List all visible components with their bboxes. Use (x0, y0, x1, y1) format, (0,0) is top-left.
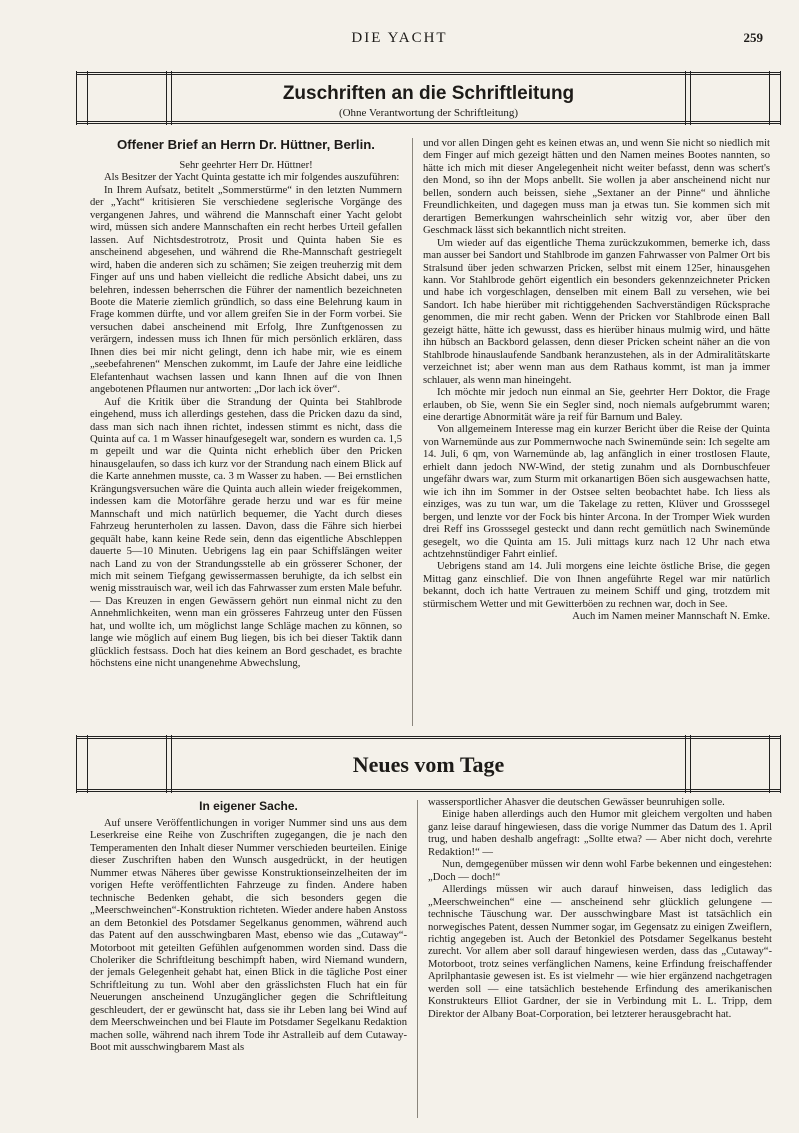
article-title: Offener Brief an Herrn Dr. Hüttner, Berlin. (117, 137, 375, 152)
article-column-right (423, 138, 770, 728)
section-subtitle: (Ohne Verantwortung der Schriftleitung) (338, 107, 519, 119)
paragraph: In Ihrem Aufsatz, betitelt „Sommerstürme“ in den letzten Nummern der „Yacht“ kritisieren Sie verschiedene seglerische Vorgänge des vergangenen Jahres, und während die Mannschaft einer Yacht gelobt wird, müssen sich andere Mannschaften ein recht herbes Urteil gefallen lassen. Auf Nichtsdestrotrotz, Prosit und Quinta haben Sie es anscheinend abgesehen, und während die Rhe-Mannschaft gestriegelt wird, haben die anderen sich zu schämen; Sie zeigen treuherzig mit dem Finger auf uns und haben vielleicht die redliche Absicht dabei, uns zu belehren, indessen beherrschen die Führer der namentlich bezeichneten Boote die Materie ziemlich gründlich, so dass eine Belehrung kaum in Frage kommen dürfte, und vor allem greifen Sie in der Form vorbei. Sie versuchen dabei anscheinend mit Erfolg, Ihre Zunftgenossen zu verärgern, indessen muss ich Ihnen für mich persönlich erklären, dass Ihnen dies bei mir nicht gelingt, denn ich habe mir, wie es einem „seebefahrenen“ Menschen zukommt, im Laufe der Jahre eine leidliche Elefantenhaut wachsen lassen und kann Ihnen auf die von Ihnen angebotenen Pflaumen nur antworten: „Dor lach ick över“. (90, 184, 402, 396)
section-title: Neues vom Tage (352, 752, 505, 777)
signature: Auch im Namen meiner Mannschaft N. Emke. (572, 611, 770, 623)
paragraph: Als Besitzer der Yacht Quinta gestatte ich mir folgendes auszuführen: (104, 172, 400, 184)
running-head (0, 30, 799, 50)
article-title: In eigener Sache. (199, 799, 298, 813)
article-column-right (428, 797, 772, 1118)
section-banner-news (76, 736, 781, 792)
paragraph: Ich möchte mir jedoch nun einmal an Sie, geehrter Herr Doktor, die Frage erlauben, ob Sie, wenn Sie ein Segler sind, noch niemals aufgebrummt waren; eine derartige Abnormität wäre ja reif für Barnum und Baley. (423, 387, 770, 423)
paragraph: und vor allen Dingen geht es keinen etwas an, und wenn Sie nicht so niedlich mit dem Finger auf mich gezeigt hätten und den Namen meines Bootes nannten, so hätte ich mich mit dieser Angelegenheit nicht weiter befasst, denn was schert's den Mond, so ihn der Mops anbellt. Sie wollen ja aber anscheinend nicht nur bellen, sondern auch beissen, siehe „Sextaner an der Pinne“ und ähnliche Freundlichkeiten, und dagegen muss man ja etwas tun. Sie kommen sich mit derartigen Bemerkungen wahrscheinlich sehr witzig vor, aber über den Geschmack lässt sich bekanntlich nicht streiten. (423, 138, 770, 237)
paragraph: Von allgemeinem Interesse mag ein kurzer Bericht über die Reise der Quinta von Warnemünde aus zur Pommernwoche nach Swinemünde sein: Ich segelte am 14. Juli, 6 qm, von Warnemünde ab, lag anfänglich in einer trostlosen Flaute, erhielt dann jedoch NW-Wind, der stetig zunahm und als Dornbuschfeuer ungefähr dwars war, zum Sturm mit orkanartigen Böen sich ausgewachsen hatte, wie ich ihn im Sommer in der Ostsee selten beobachtet habe. Ich liess als einziges, was zu tun war, um die Takelage zu retten, Klüver und Grosssegel bergen, und lenzte vor der Fock bis hinter Arcona. In der Tromper Wiek wurden drei Reff ins Grosssegel gesteckt und dann recht gemütlich nach Swinemünde gesegelt, wo die Quinta am 15. Juli mittags kurz nach 12 Uhr nach etwa achtzehnstündiger Fahrt einlief. (423, 424, 770, 560)
paragraph: Um wieder auf das eigentliche Thema zurückzukommen, bemerke ich, dass man ausser bei Sandort und Stahlbrode im ganzen Fahrwasser von Palmer Ort bis Stralsund über jeden schwarzen Pricken, selbst mit einem 125er, hinausgehen kann. Vor Stahlbrode gehört eigentlich ein besonders gekennzeichneter Pricken und habe ich vorgeschlagen, denselben mit einem Ball zu versehen, wie bei Sandort. Ich habe hierüber mit richtiggehenden Sachverständigen Rücksprache genommen, die mir recht gaben. Wenn der Pricken vor Stahlbrode einen Ball gezeigt hätte, hätte ich gewusst, dass es hierüber hinaus mulmig wird, und hätte ihn hübsch an Backbord gelassen, denn dieser Pricken scheint näher an die von Stahlbrode hinauslaufende Sandbank heranzustehen, als in der Admiralitätskarte verzeichnet ist; aber wenn man aus dem Rathaus kommt, ist man ja immer schlauer, als wenn man hineingeht. (423, 237, 770, 386)
paragraph: wassersportlicher Ahasver die deutschen Gewässer beunruhigen solle. (428, 797, 725, 808)
page-number: 259 (743, 30, 763, 45)
paragraph: Nun, demgegenüber müssen wir denn wohl Farbe bekennen und eingestehen: „Doch — doch!“ (428, 859, 772, 883)
column-divider (417, 800, 418, 1118)
salutation: Sehr geehrter Herr Dr. Hüttner! (179, 160, 313, 171)
paragraph: Allerdings müssen wir auch darauf hinweisen, dass lediglich das „Meerschweinchen“ eine — anscheinend sehr glücklich gelungene — technische Täuschung war. Der ausschwingbare Mast ist tatsächlich ein norwegisches Patent, dessen Nummer sogar, im Gegensatz zu einigen Zweiflern, richtig angegeben ist. Auch der Betonkiel des Potsdamer Segelkanus besteht zurecht. Vor allem aber soll darauf hingewiesen werden, dass das „Cutaway“-Motorboot, trotz seines verfänglichen Namens, keine Erfindung freischaffender Aprilphantasie gewesen ist. Es ist vielmehr — wie hier ergänzend nachgetragen werden soll — eine tatsächlich bestehende Erfindung des amerikanischen Konstrukteurs Elliot Gardner, der sie in Verbindung mit L. L. Tripp, dem Direktor der Albany Boat-Corporation, bei letzterer herausgebracht hat. (428, 884, 772, 1020)
article-column-left (90, 818, 407, 1118)
section-banner-letters (76, 72, 781, 124)
paragraph: Auf die Kritik über die Strandung der Quinta bei Stahlbrode eingehend, muss ich allerdings gestehen, dass die Pricken dazu da sind, dass man sich nach ihnen richtet, indessen stimmt es nicht, dass die Quinta auf ca. 1 m Wasser hinaufgesegelt war, sondern es wurden ca. 1,5 m gepeilt und war die Quinta nicht erheblich über den Pricken hinausgelaufen, so dass ich kurz vor der Strandung nach einem Blick auf die Karte annehmen musste, ca. 3 m Wasser zu haben. — Bei ernstlichen Krängungsversuchen wäre die Quinta auch allein wieder freigekommen, indessen kam die Motorfähre gerade herzu und war es für meine Mannschaft und mich natürlich bequemer, die Yacht durch dieses Fahrzeug herunterholen zu lassen. Davon, dass die Fähre sich hierbei gequält habe, kann keine Rede sein, denn das eigentliche Abschleppen dauerte 5—10 Minuten. Uebrigens lag ein paar Schiffslängen weiter nach Land zu von der Strandungsstelle ab ein grösserer Schoner, der mich mit seinem Tiefgang gewissermassen beruhigte, da ich selbst ein wenig misstrauisch war, weil ich das Fahrwasser zum ersten Male befuhr. — Das Kreuzen in engen Gewässern gehört nun einmal nicht zu den Annehmlichkeiten, wenn man ein grösseres Fahrzeug unter den Füssen hat, und wollte ich, um möglichst lange Schläge machen zu können, so lange wie möglich auf einem Bug liegen, bis ich bei dieser Taktik dann glücklich festsass. Doch hat dies keinem an Bord geschadet, es brachte höchstens eine nicht unangenehme Abwechslung, (90, 396, 402, 670)
section-title: Zuschriften an die Schriftleitung (282, 83, 575, 104)
article-column-left (90, 160, 402, 728)
paragraph: Einige haben allerdings auch den Humor mit gleichem vergolten und haben ganz leise darauf hingewiesen, dass die vorige Nummer das Datum des 1. April trug, und haben deshalb angefragt: „Sollte etwa? — Aber nicht doch, verehrte Redaktion!“ — (428, 809, 772, 858)
column-divider (412, 138, 413, 726)
paragraph: Auf unsere Veröffentlichungen in voriger Nummer sind uns aus dem Leserkreise eine Reihe von Zuschriften zugegangen, die je nach den Temperamenten den Inhalt dieser Nummer verschieden beurteilen. Einige dieser Zuschriften haben den Wunsch ausgedrückt, in der heutigen Nummer etwas Näheres über gewisse Konstruktionseinzelheiten der im vorigen Hefte veröffentlichten Fahrzeuge zu finden. Andere haben technische Bedenken gehabt, die sich besonders gegen die „Meerschweinchen“-Konstruktion richteten. Wieder andere haben Anstoss an dem Betonkiel des Potsdamer Segelkanus genommen, während auch das Patent auf den ausschwingbaren Mast, ebenso wie das „Cutaway“-Motorboot mit geteilten Gefühlen aufgenommen worden sind. Dass die Choleriker die Schriftleitung beschimpft haben, wird Niemand wundern, der jemals Gelegenheit gehabt hat, einen Blick in die tägliche Post einer Schriftleitung zu tun. Wohl aber den grässlichsten Fluch hat ein für Neuerungen anscheinend Unzugänglicher gegen die Schriftleitung geschleudert, der er gewünscht hat, dass sie ihr Leben lang bei Wind auf dem Meerschweinchen und bei Flaute im Potsdamer Segelkanu Redaktion machen solle, während nach ihrem Tode ihr Astralleib auf dem Cutaway-Boot mit ausschwingbarem Mast als (90, 818, 407, 1054)
paragraph: Uebrigens stand am 14. Juli morgens eine leichte östliche Brise, die gegen Mittag ganz einschlief. Die von Ihnen angeführte Regel war mir natürlich bekannt, doch ich hatte Vertrauen zu meinem Schiff und ging, trotzdem mit stürmischem Wetter und mit Gewitterböen zu rechnen war, doch in See. (423, 561, 770, 610)
journal-title: DIE YACHT (351, 30, 448, 46)
